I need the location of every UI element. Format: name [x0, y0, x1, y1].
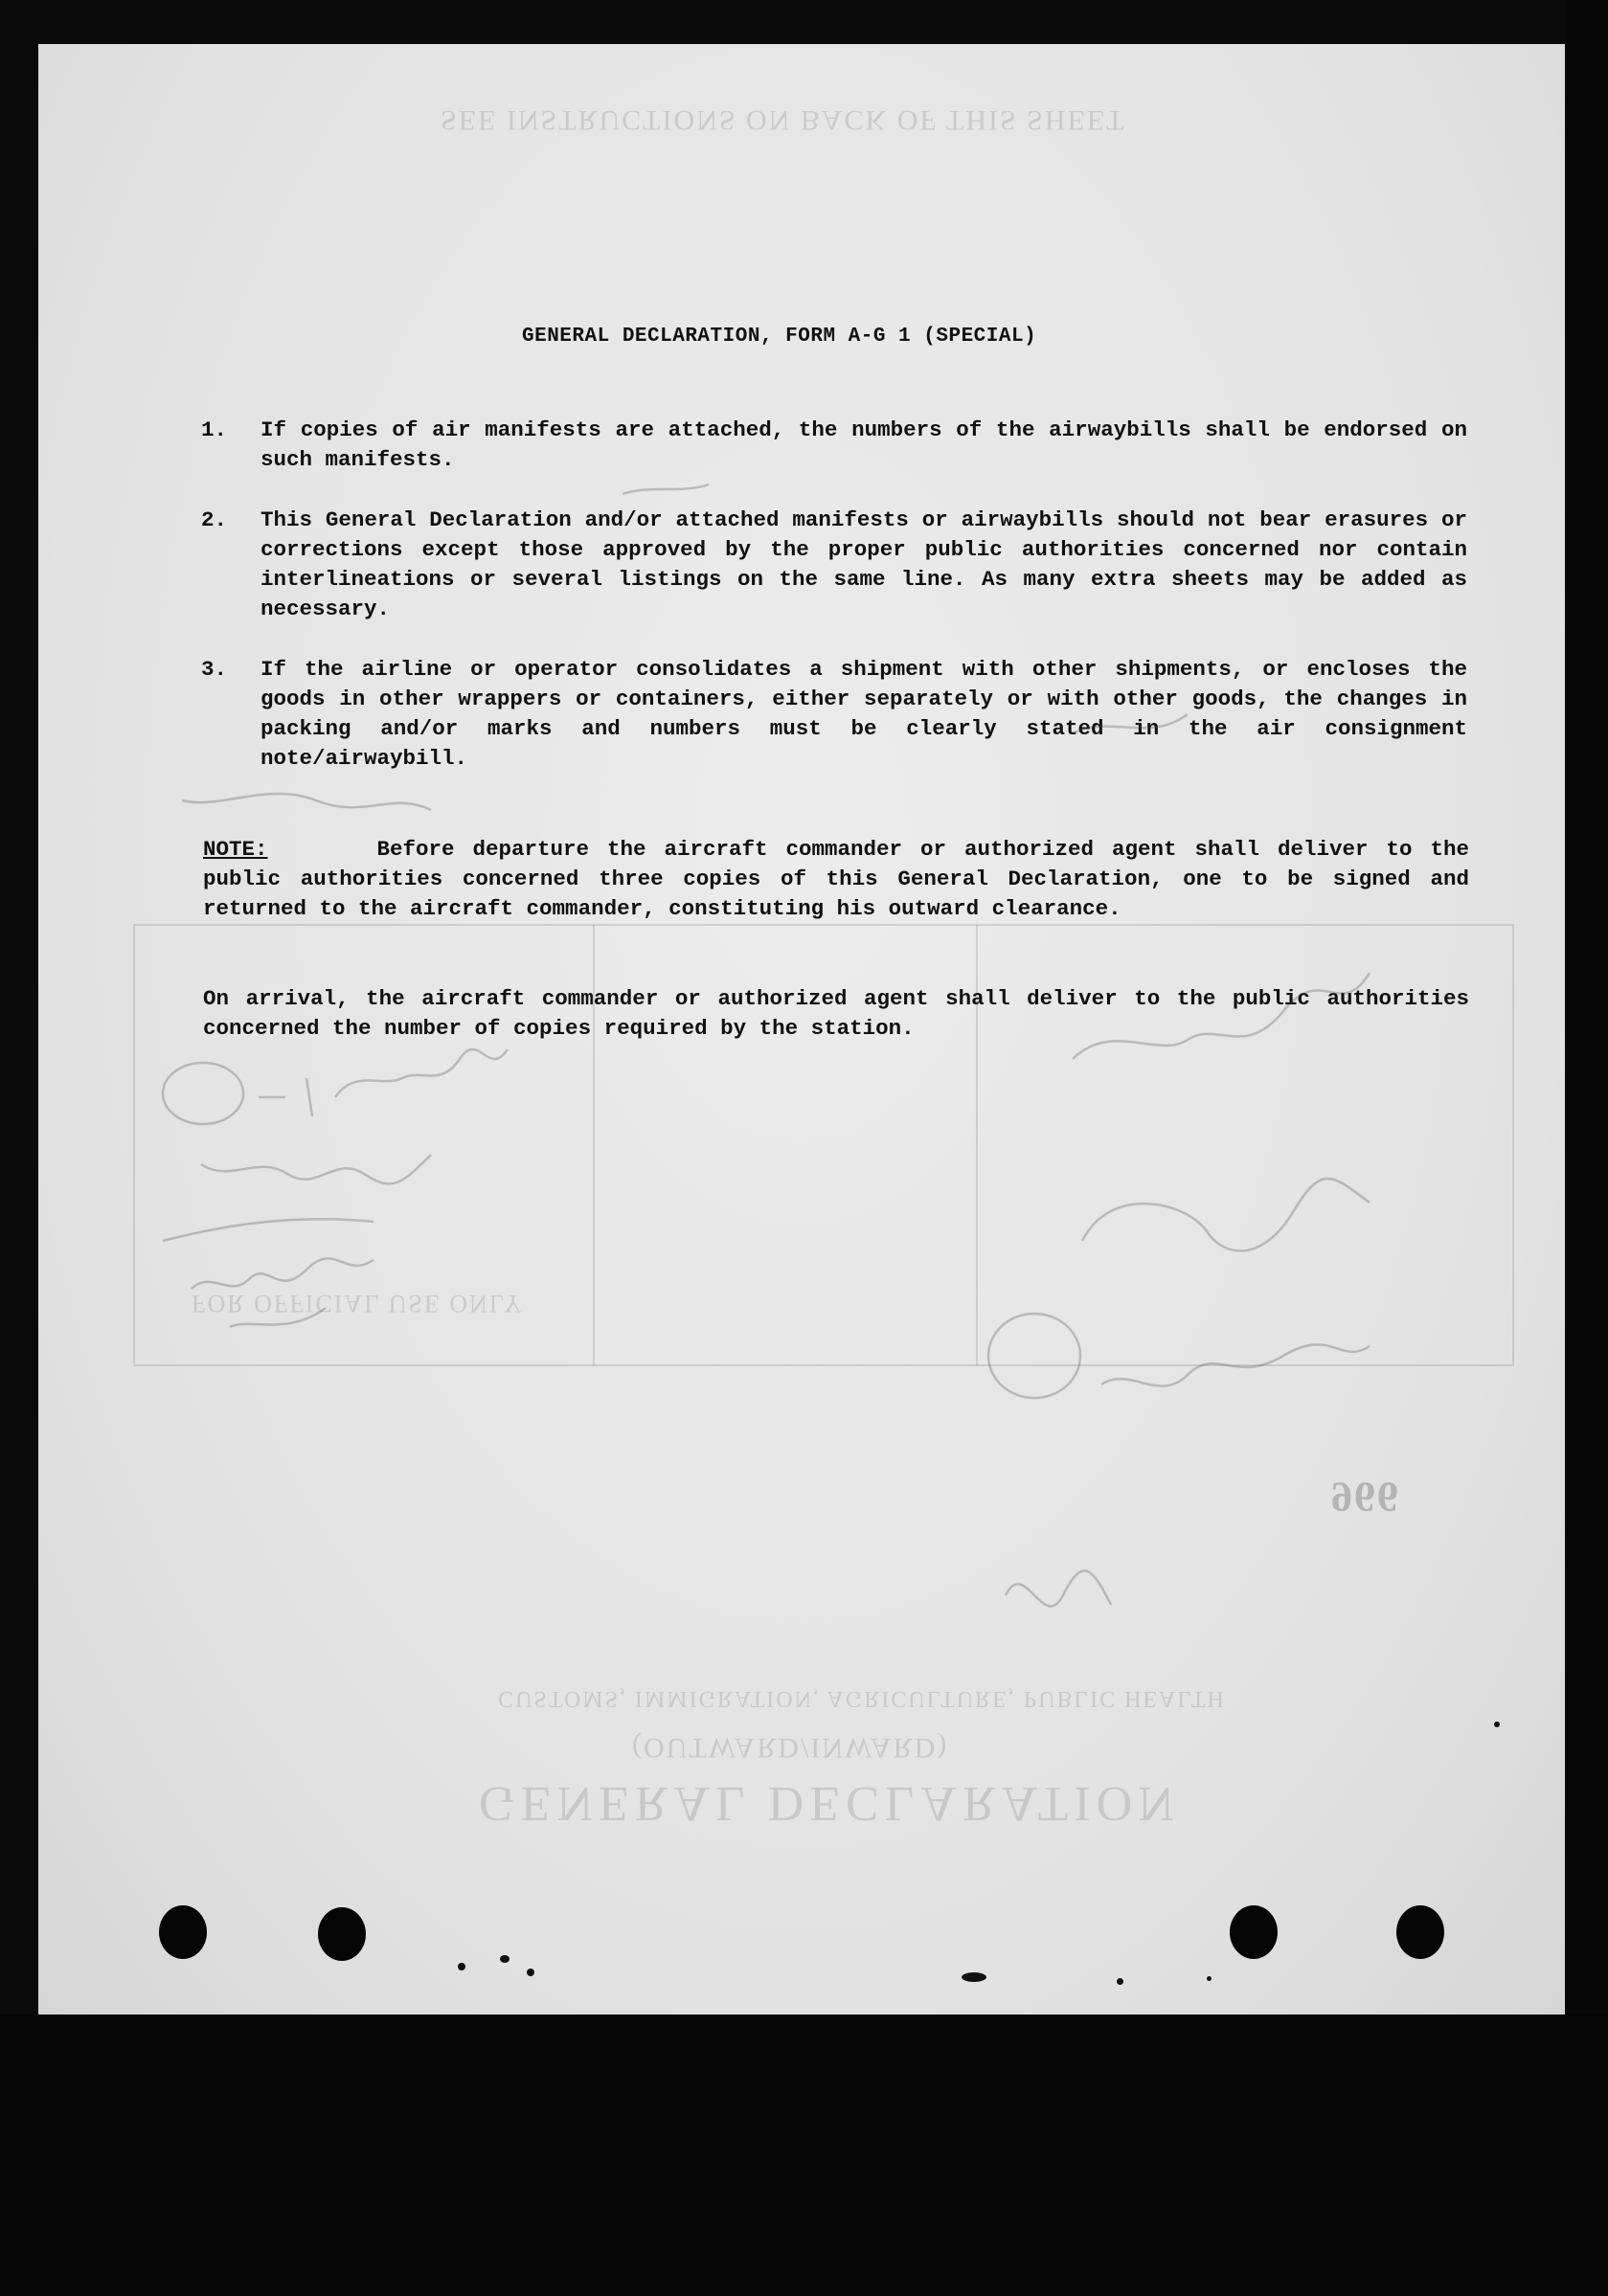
- dust-speck: [458, 1963, 465, 1970]
- bleed-through-heading-3: CUSTOMS, IMMIGRATION, AGRICULTURE, PUBLIC HEALTH: [498, 1686, 1226, 1711]
- punch-hole-1: [159, 1905, 207, 1959]
- bleed-through-official-use: FOR OFFICIAL USE ONLY: [192, 1290, 524, 1317]
- dust-speck: [527, 1969, 534, 1976]
- item-1-number: 1.: [201, 417, 228, 442]
- bleed-through-number: 966: [1331, 1474, 1400, 1520]
- document-sheet: [38, 44, 1565, 2015]
- punch-hole-2: [318, 1907, 366, 1961]
- dust-speck: [962, 1972, 986, 1982]
- dust-speck: [1207, 1976, 1212, 1981]
- dust-speck: [1494, 1722, 1500, 1727]
- form-title: GENERAL DECLARATION, FORM A-G 1 (SPECIAL): [522, 326, 1037, 348]
- bleed-through-top: SEE INSTRUCTIONS ON BACK OF THIS SHEET: [441, 104, 1126, 136]
- punch-hole-4: [1396, 1905, 1444, 1959]
- arrival-text: On arrival, the aircraft commander or authorized agent shall deliver to the public authorities concerned the number of copies required by the station.: [203, 986, 1469, 1041]
- scan-bottom-margin: [0, 2015, 1608, 2296]
- item-3-number: 3.: [201, 657, 228, 682]
- punch-hole-3: [1230, 1905, 1278, 1959]
- bleed-through-heading-2: (OUTWARD/INWARD): [632, 1732, 949, 1764]
- item-2-text: This General Declaration and/or attached manifests or airwaybills should not bear erasures or corrections except those approved by the proper public authorities concerned nor contain interlineations or several listings on the same line. As many extra sheets may be added as necessary.: [260, 507, 1467, 621]
- item-3-text: If the airline or operator consolidates a shipment with other shipments, or encloses the goods in other wrappers or containers, either separately or with other goods, the changes in packing and/or marks and numbers must be clearly stated in the air consignment note/airwaybill.: [260, 657, 1467, 771]
- handwriting-bleed-marks: [38, 44, 1565, 2015]
- dust-speck: [1117, 1978, 1123, 1985]
- dust-speck: [500, 1955, 510, 1963]
- item-1-text: If copies of air manifests are attached, the numbers of the airwaybills shall be endorsed on such manifests.: [260, 417, 1467, 472]
- bleed-through-heading-1: GENERAL DECLARATION: [479, 1776, 1180, 1831]
- note-text: Before departure the aircraft commander or authorized agent shall deliver to the public authorities concerned three copies of this General Declaration, one to be signed and returned to the aircraft commander, constituting his outward clearance.: [203, 837, 1469, 921]
- scan-edge-right: [1565, 0, 1608, 2015]
- note-label: NOTE:: [203, 837, 268, 862]
- item-2-number: 2.: [201, 507, 228, 532]
